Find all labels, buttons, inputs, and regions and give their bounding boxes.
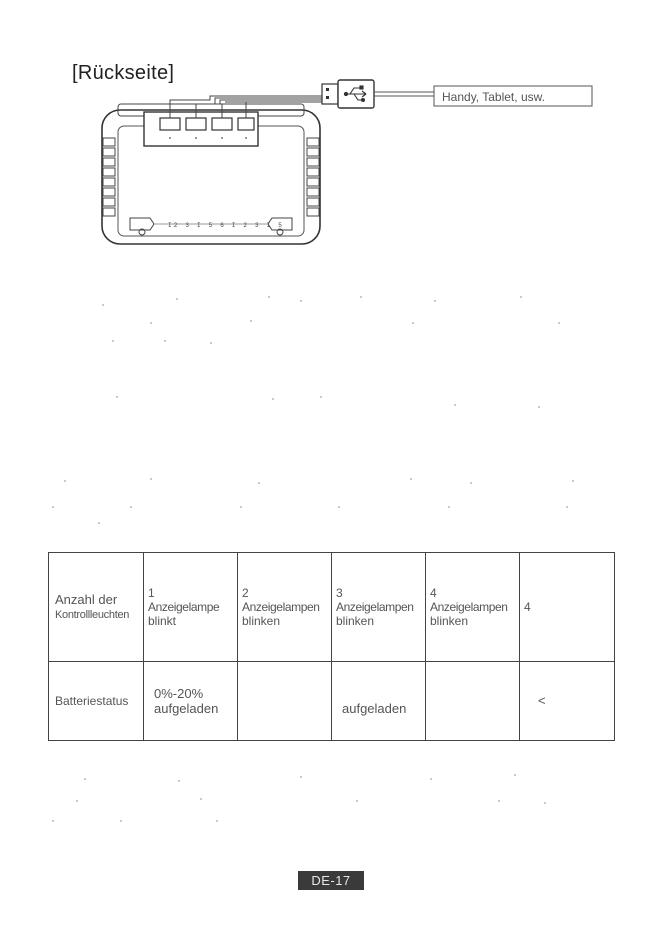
status-label: aufgeladen xyxy=(342,700,407,716)
row-header-battery-status: Batteriestatus xyxy=(49,661,144,740)
lamp-state: blinkt xyxy=(148,613,177,628)
table-cell xyxy=(238,661,332,740)
lamp-state: blinken xyxy=(336,613,375,628)
row-header-indicator-count xyxy=(49,553,144,662)
table-cell xyxy=(144,661,238,740)
table-cell xyxy=(426,553,520,662)
row-header-line1: Anzahl der xyxy=(55,591,118,607)
table-cell xyxy=(332,661,426,740)
lamp-label: Anzeigelampe xyxy=(148,599,220,614)
table-cell xyxy=(426,661,520,740)
lamp-state: blinken xyxy=(430,613,469,628)
lamp-label: Anzeigelampen xyxy=(242,599,320,614)
table-cell xyxy=(520,661,615,740)
battery-status-table xyxy=(48,552,615,741)
svg-text:I2 3 I 5 6 I 2 3 I 5: I2 3 I 5 6 I 2 3 I 5 xyxy=(168,222,285,229)
table-cell xyxy=(144,553,238,662)
lamp-count: 3 xyxy=(336,585,343,600)
lamp-count: 1 xyxy=(148,585,155,600)
lamp-label: Anzeigelampen xyxy=(430,599,508,614)
status-percent: < xyxy=(538,693,546,709)
page-number-badge: DE-17 xyxy=(298,871,364,890)
status-label: aufgeladen xyxy=(154,700,219,716)
table-cell xyxy=(238,553,332,662)
row-header-line2: Kontrollleuchten xyxy=(55,609,130,622)
section-heading: [Rückseite] xyxy=(72,62,175,84)
power-station-rear-diagram xyxy=(0,0,663,270)
lamp-count: 4 xyxy=(430,585,437,600)
lamp-label: Anzeigelampen xyxy=(336,599,414,614)
lamp-state: blinken xyxy=(242,613,281,628)
lamp-count: 2 xyxy=(242,585,249,600)
table-cell xyxy=(520,553,615,662)
table-row-battery-status xyxy=(49,661,615,740)
table-row-indicator-count xyxy=(49,553,615,662)
status-percent: 0%-20% xyxy=(154,685,204,701)
table-cell xyxy=(332,553,426,662)
usb-device-callout: Handy, Tablet, usw. xyxy=(442,90,545,104)
lamp-count: 4 xyxy=(524,599,531,614)
